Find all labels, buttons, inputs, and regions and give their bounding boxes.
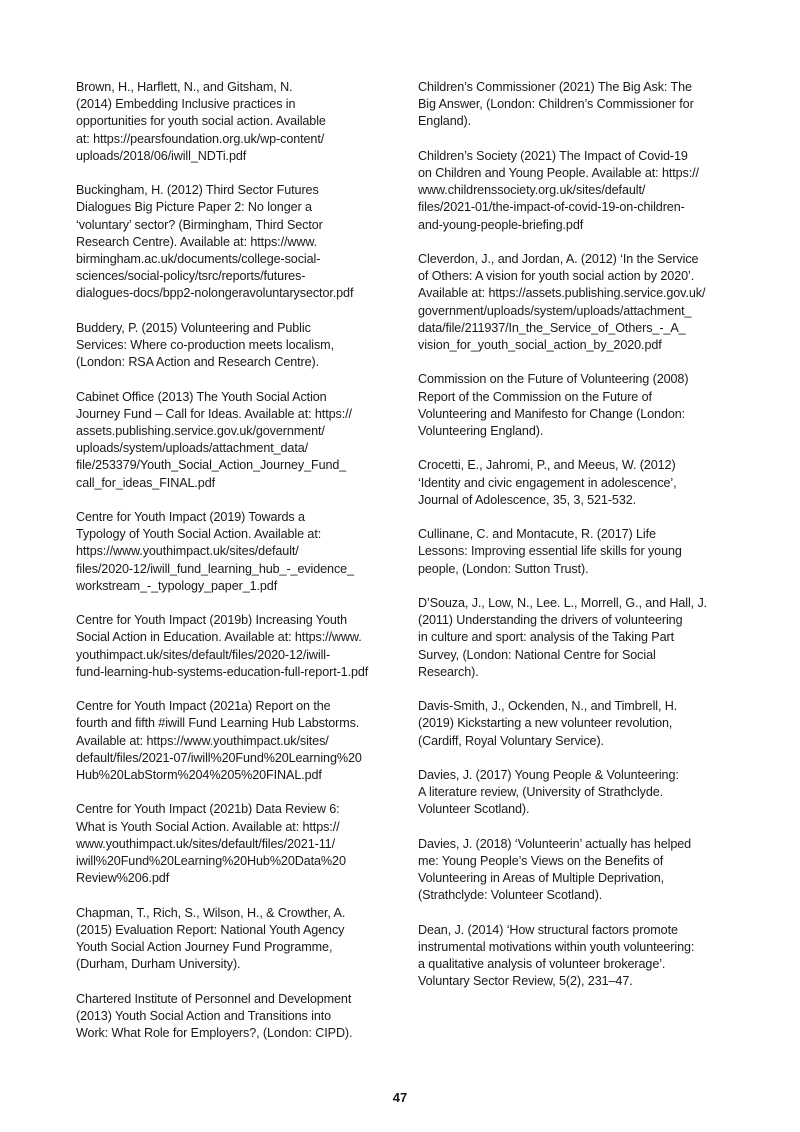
reference-entry: Brown, H., Harflett, N., and Gitsham, N. (2014) Embedding Inclusive practices in opportunities for youth social action. Available at: https://pearsfoundation.org.uk/wp-content/ uploads/2018/06/iwill_NDTi.pdf (76, 80, 326, 163)
reference-entry: Davies, J. (2017) Young People & Volunteering: A literature review, (University of Strathclyde. Volunteer Scotland). (418, 768, 679, 817)
reference-entry: Chartered Institute of Personnel and Development (2013) Youth Social Action and Transitions into Work: What Role for Employers?, (London: CIPD). (76, 991, 353, 1041)
reference-entry: Cullinane, C. and Montacute, R. (2017) Life Lessons: Improving essential life skills for young people, (London: Sutton Trust). (418, 527, 682, 576)
reference-entry: Centre for Youth Impact (2019b) Increasing Youth Social Action in Education. Available at: https://www. youthimpact.uk/sites/default/files/2020-12/iwill- fund-learning-hub-systems-education-full-report-1.pdf (76, 613, 369, 679)
reference-entry: Davies, J. (2018) ‘Volunteerin’ actually has helped me: Young People’s Views on the Benefits of Volunteering in Areas of Multiple Deprivation, (Strathclyde: Volunteer Scotland). (418, 836, 692, 903)
reference-entry: Centre for Youth Impact (2021b) Data Review 6: What is Youth Social Action. Available at: https:// www.youthimpact.uk/sites/default/files/2021-11/ iwill%20Fund%20Learning%20Hub%20Data%20 Review%206.pdf (76, 802, 346, 886)
page-number: 47 (392, 1090, 408, 1105)
reference-entry: Centre for Youth Impact (2021a) Report on the fourth and fifth #iwill Fund Learning Hub Labstorms. Available at: https://www.youthimpact.uk/sites/ default/files/2021-07/iwill%20Fund%20Learning%20 Hub%20LabStorm%204%205%20FINAL.pdf (76, 699, 362, 783)
reference-entry: Commission on the Future of Volunteering (2008) Report of the Commission on the Future of Volunteering and Manifesto for Change (London: Volunteering England). (418, 372, 689, 439)
reference-entry: Centre for Youth Impact (2019) Towards a Typology of Youth Social Action. Available at: https://www.youthimpact.uk/sites/default/ files/2020-12/iwill_fund_learning_hub_-_evidence_ workstream_-_typology_paper_1.pdf (76, 510, 354, 593)
reference-entry: Buddery, P. (2015) Volunteering and Public Services: Where co-production meets localism, (London: RSA Action and Research Centre). (76, 320, 334, 370)
reference-entry: D’Souza, J., Low, N., Lee. L., Morrell, G., and Hall, J. (2011) Understanding the drivers of volunteering in culture and sport: analysis of the Taking Part Survey, (London: National Centre for Social Research). (418, 596, 708, 679)
reference-entry: Children’s Commissioner (2021) The Big Ask: The Big Answer, (London: Children’s Commissioner for England). (418, 80, 694, 129)
reference-entry: Dean, J. (2014) ‘How structural factors promote instrumental motivations within youth volunteering: a qualitative analysis of volunteer brokerage’. Voluntary Sector Review, 5(2), 231–47. (418, 922, 695, 989)
reference-entry: Buckingham, H. (2012) Third Sector Futures Dialogues Big Picture Paper 2: No longer a ‘voluntary’ sector? (Birmingham, Third Sector Research Centre). Available at: https://www. birmingham.ac.uk/documents/college-social- sciences/social-policy/tsrc/reports/futures- dialogues-docs/bpp2-nolongeravoluntarysector.pdf (76, 183, 354, 301)
reference-entry: Chapman, T., Rich, S., Wilson, H., & Crowther, A. (2015) Evaluation Report: National Youth Agency Youth Social Action Journey Fund Programme, (Durham, Durham University). (76, 905, 346, 972)
reference-column-left (76, 79, 388, 1059)
reference-entry: Children’s Society (2021) The Impact of Covid-19 on Children and Young People. Available at: https:// www.childrenssociety.org.uk/sites/default/ files/2021-01/the-impact-of-covid-19-on-children- and-young-people-briefing.pdf (418, 148, 699, 232)
reference-entry: Davis-Smith, J., Ockenden, N., and Timbrell, H. (2019) Kickstarting a new volunteer revolution, (Cardiff, Royal Voluntary Service). (418, 699, 678, 748)
reference-entry: Cabinet Office (2013) The Youth Social Action Journey Fund – Call for Ideas. Available at: https:// assets.publishing.service.gov.uk/government/ uploads/system/uploads/attachment_data/ file/253379/Youth_Social_Action_Journey_Fund_ call_for_ideas_FINAL.pdf (76, 389, 352, 490)
reference-entry: Crocetti, E., Jahromi, P., and Meeus, W. (2012) ‘Identity and civic engagement in adolescence’, Journal of Adolescence, 35, 3, 521-532. (418, 458, 677, 507)
reference-column-right (418, 79, 730, 1008)
reference-entry: Cleverdon, J., and Jordan, A. (2012) ‘In the Service of Others: A vision for youth social action by 2020’. Available at: https://assets.publishing.service.gov.uk/ government/uploads/system/uploads/attachment_ data/file/211937/In_the_Service_of_Others_-_A_ vision_for_youth_social_action_by_2020.pdf (418, 252, 706, 353)
